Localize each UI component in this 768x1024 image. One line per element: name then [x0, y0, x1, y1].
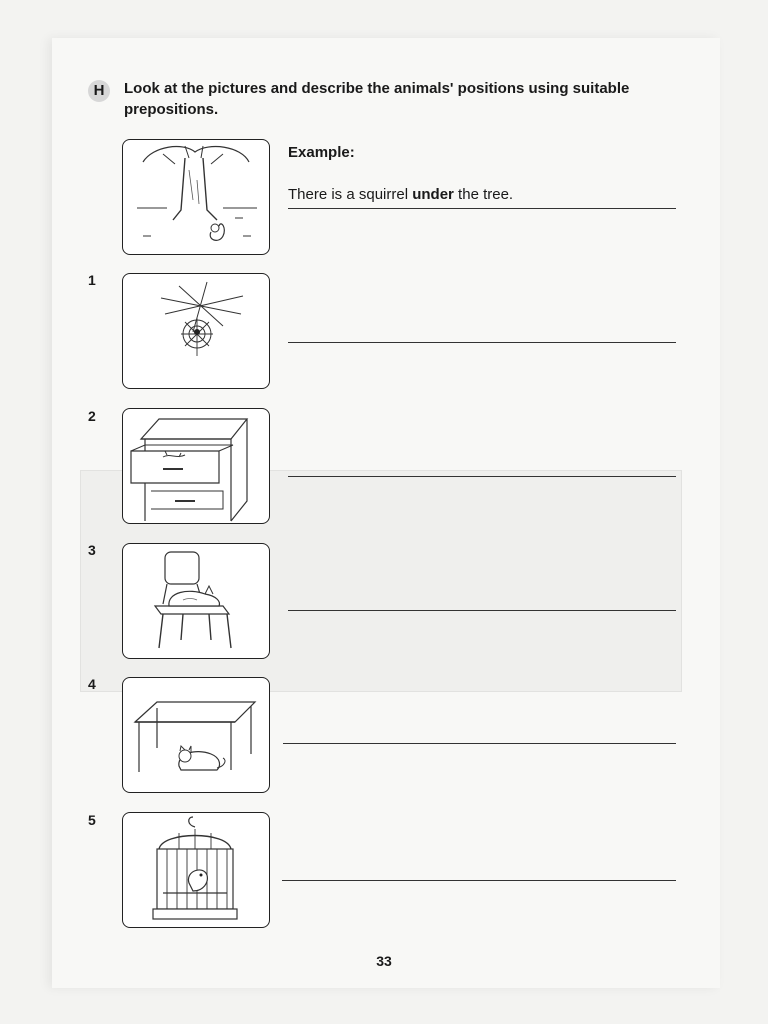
item-2-picture [122, 408, 270, 524]
item-number-2: 2 [88, 408, 96, 424]
item-5-picture [122, 812, 270, 928]
item-4-picture [122, 677, 270, 793]
section-badge: H [88, 80, 110, 102]
item-number-3: 3 [88, 542, 96, 558]
item-4-answer-line[interactable] [283, 743, 676, 744]
item-2-answer-line[interactable] [288, 476, 676, 477]
example-label: Example: [288, 144, 355, 161]
example-sentence: There is a squirrel under the tree. [288, 186, 514, 203]
item-number-1: 1 [88, 272, 96, 288]
page-number: 33 [376, 953, 392, 969]
item-1-picture [122, 273, 270, 389]
exercise-instruction: Look at the pictures and describe the animals' positions using suitable prepositions. [124, 80, 630, 118]
tree-squirrel-icon [123, 140, 269, 254]
tree-squirrel-picture [122, 139, 270, 255]
table-cat-icon [123, 678, 269, 792]
item-1-answer-line[interactable] [288, 342, 676, 343]
item-5-answer-line[interactable] [282, 880, 676, 881]
item-number-5: 5 [88, 812, 96, 828]
spider-web-icon [123, 274, 269, 388]
item-3-answer-line[interactable] [288, 610, 676, 611]
item-number-4: 4 [88, 676, 96, 692]
chair-cat-icon [123, 544, 269, 658]
drawer-lizard-icon [123, 409, 269, 523]
item-3-picture [122, 543, 270, 659]
example-answer-line [288, 208, 676, 209]
bird-cage-icon [123, 813, 269, 927]
example-preposition: under [412, 186, 454, 203]
